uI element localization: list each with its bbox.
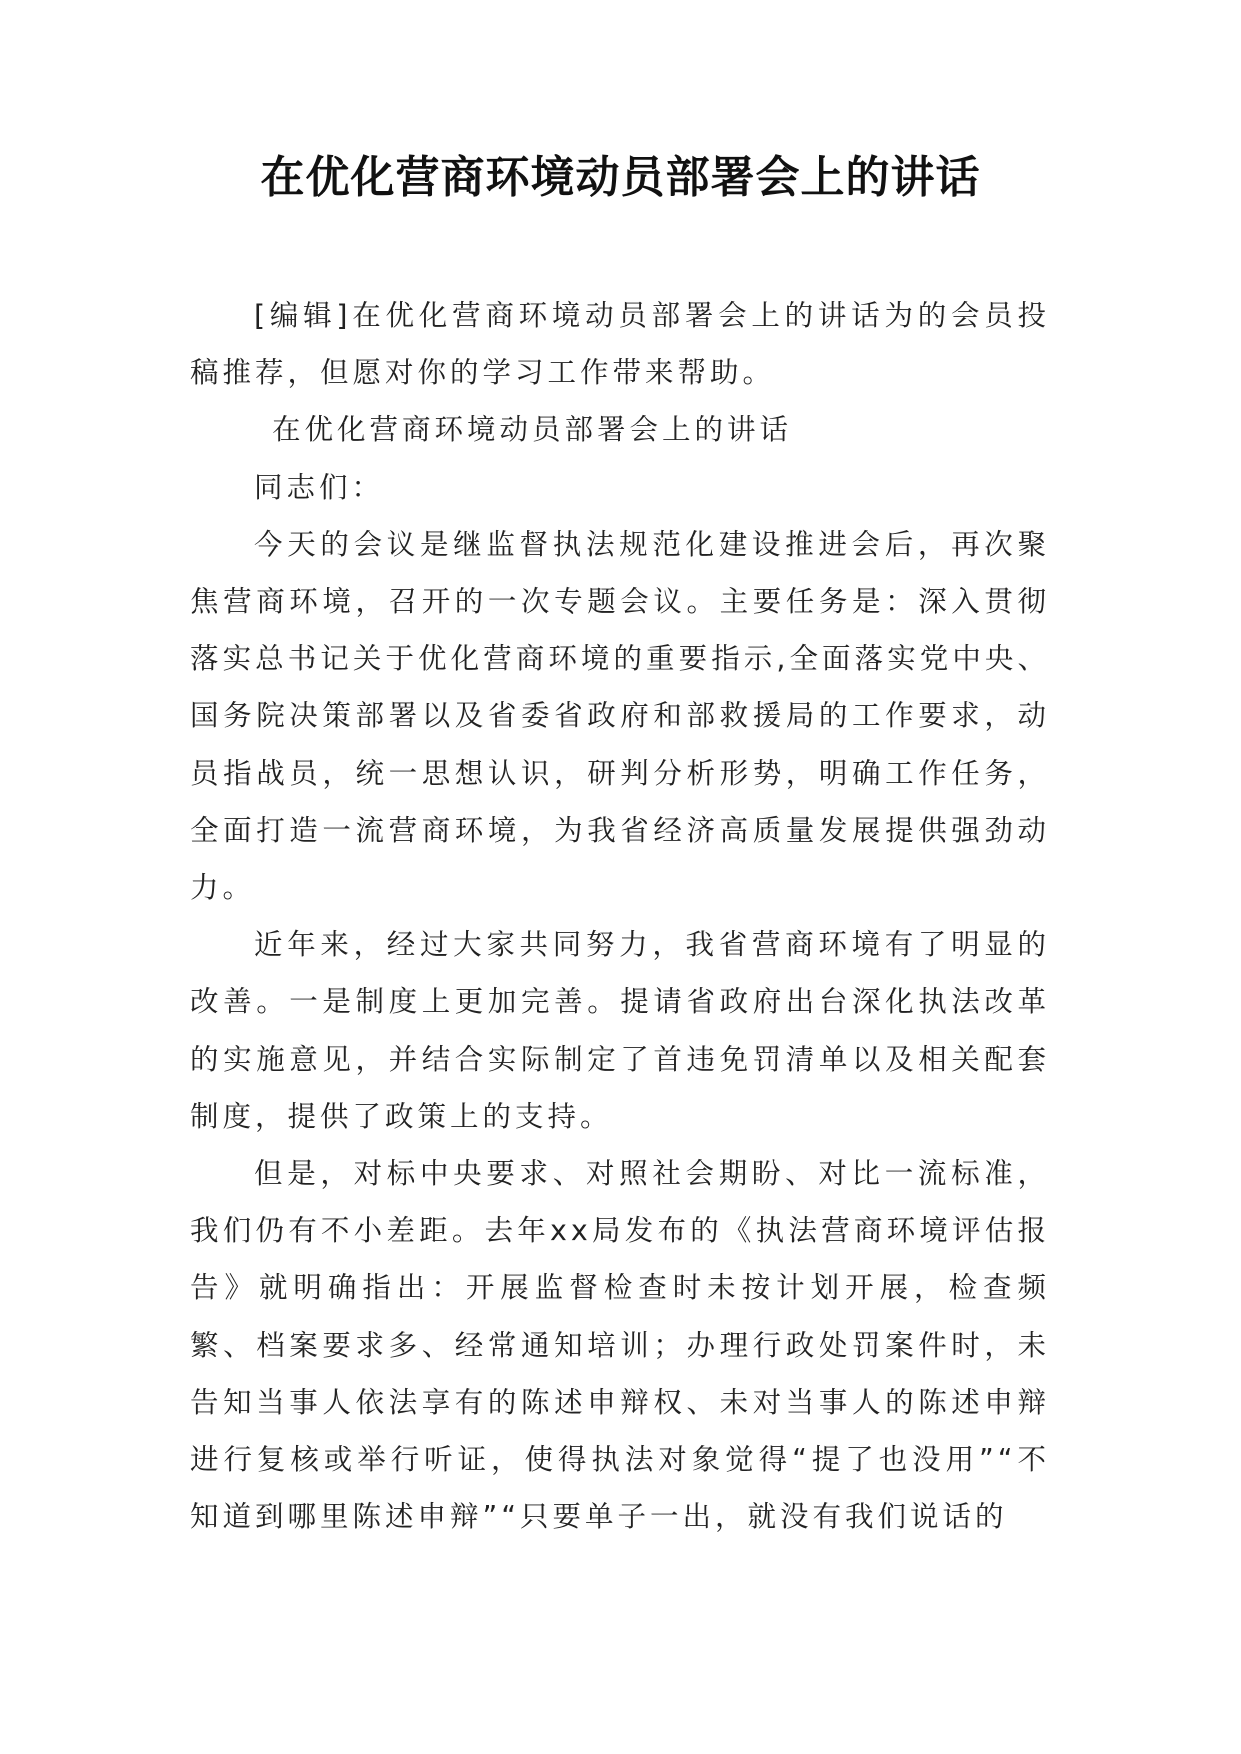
editor-note-paragraph: [编辑]在优化营商环境动员部署会上的讲话为的会员投稿推荐，但愿对你的学习工作带来帮助。	[190, 299, 1050, 390]
speech-subtitle: 在优化营商环境动员部署会上的讲话	[272, 413, 793, 447]
document-body	[190, 287, 1050, 1545]
body-paragraph: 近年来，经过大家共同努力，我省营商环境有了明显的改善。一是制度上更加完善。提请省政府出台深化执法改革的实施意见，并结合实际制定了首违免罚清单以及相关配套制度，提供了政策上的支持。	[190, 928, 1050, 1133]
salutation-paragraph: 同志们：	[254, 470, 385, 504]
body-paragraph: 今天的会议是继监督执法规范化建设推进会后，再次聚焦营商环境，召开的一次专题会议。主要任务是：深入贯彻落实总书记关于优化营商环境的重要指示,全面落实党中央、国务院决策部署以及省委省政府和部救援局的工作要求，动员指战员，统一思想认识，研判分析形势，明确工作任务，全面打造一流营商环境，为我省经济高质量发展提供强劲动力。	[190, 527, 1050, 905]
body-paragraph: 但是，对标中央要求、对照社会期盼、对比一流标准，我们仍有不小差距。去年xx局发布的《执法营商环境评估报告》就明确指出：开展监督检查时未按计划开展，检查频繁、档案要求多、经常通知培训；办理行政处罚案件时，未告知当事人依法享有的陈述申辩权、未对当事人的陈述申辩进行复核或举行听证，使得执法对象觉得“提了也没用”“不知道到哪里陈述申辩”“只要单子一出，就没有我们说话的	[190, 1157, 1050, 1534]
document-title: 在优化营商环境动员部署会上的讲话	[260, 152, 981, 203]
